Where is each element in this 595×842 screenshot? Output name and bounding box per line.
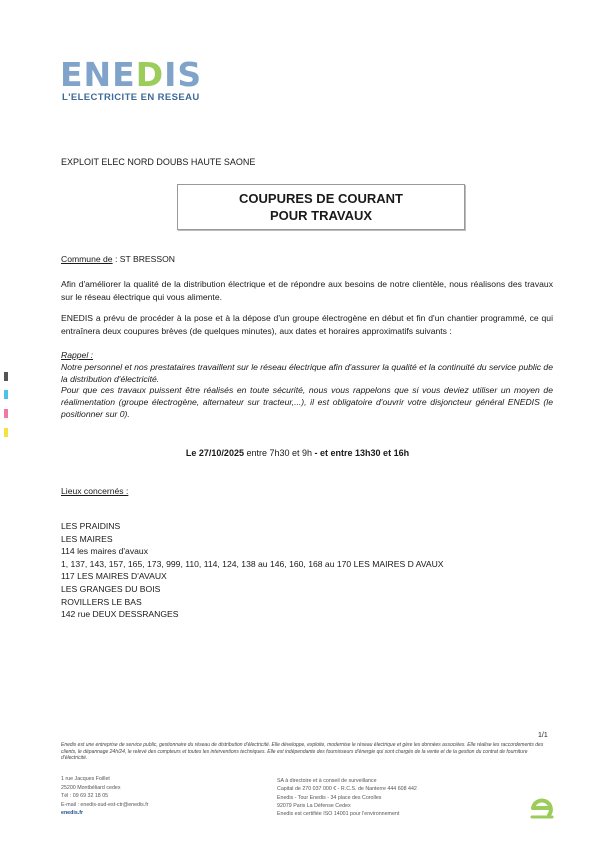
location-item: LES GRANGES DU BOIS: [61, 583, 161, 594]
commune-line: [61, 254, 175, 264]
location-item: 114 les maires d'avaux: [61, 546, 148, 557]
location-item: LES MAIRES: [61, 533, 113, 544]
footer-address-line: 1 rue Jacques Foillet: [61, 776, 110, 782]
footer-address-line: 25200 Montbéliard cedex: [61, 784, 121, 791]
print-mark-cyan: [4, 390, 8, 399]
reminder-block: [61, 350, 553, 421]
footer-address-line: E-mail : enedis-sud-est-ctr@enedis.fr: [61, 801, 149, 808]
procedure-paragraph: ENEDIS a prévu de procéder à la pose et à la dépose d'un groupe électrogène en début et fin d'un chantier programmé, ce qui entraînera deux coupures brèves (de quelques minutes), aux dates et horaires approximatifs suivants :: [61, 313, 553, 336]
footer-address-line: Tél : 09 69 32 18 05: [61, 793, 109, 799]
locations-title: Lieux concernés :: [61, 486, 129, 496]
footer-company-line: Enedis est certifiée ISO 14001 pour l'environnement: [277, 811, 400, 818]
reminder-line-2: Pour que ces travaux puissent être réalisés en toute sécurité, nous vous rappelons que si vous deviez utiliser un moyen de réalimentation (groupe électrogène, alternateur sur tracteur,...), il est obligatoire d'ouvrir votre disjoncteur général ENEDIS (le positionner sur 0).: [61, 385, 553, 419]
reminder-line-1: Notre personnel et nos prestataires travaillent sur le réseau électrique afin d'assurer la qualité et la continuité du service public de la distribution d'électricité.: [61, 361, 553, 384]
enedis-footer-logo-icon: [527, 793, 557, 823]
footer-website-link[interactable]: enedis.fr: [61, 810, 84, 816]
print-mark-black: [4, 372, 8, 381]
locations-list: [61, 520, 444, 621]
logo-tagline: L'ELECTRICITE EN RESEAU: [62, 92, 200, 103]
footer-company-line: SA à directoire et à conseil de surveillance: [277, 778, 377, 784]
footer-company-line: Enedis - Tour Enedis - 34 place des Corolles: [277, 794, 382, 801]
footer-company-line: Capital de 270 037 000 € - R.C.S. de Nanterre 444 608 442: [277, 786, 417, 793]
page-number: 1/1: [538, 732, 548, 739]
location-item: 142 rue DEUX DESSRANGES: [61, 609, 179, 620]
intro-paragraph: Afin d'améliorer la qualité de la distribution électrique et de répondre aux besoins de notre clientèle, nous réalisons des travaux sur le réseau électrique qui vous alimente.: [61, 279, 553, 302]
enedis-logo: ENEDIS: [60, 55, 203, 94]
exploit-header: EXPLOIT ELEC NORD DOUBS HAUTE SAONE: [61, 157, 256, 167]
print-mark-yellow: [4, 428, 8, 437]
reminder-label: Rappel :: [61, 350, 94, 360]
commune-value: : ST BRESSON: [114, 254, 175, 264]
title-line-1: COUPURES DE COURANT: [239, 191, 403, 206]
print-mark-magenta: [4, 409, 8, 418]
location-item: LES PRAIDINS: [61, 521, 121, 531]
commune-label: Commune de: [61, 254, 113, 264]
footer-company-line: 92079 Paris La Défense Cedex: [277, 802, 351, 809]
footer-address: [61, 775, 149, 818]
title-line-2: POUR TRAVAUX: [269, 208, 373, 223]
location-item: 1, 137, 143, 157, 165, 173, 999, 110, 114, 124, 138 au 146, 160, 168 au 170 LES MAIRES D AVAUX: [61, 558, 444, 569]
outage-date: Le 27/10/2025 entre 7h30 et 9h - et entre 13h30 et 16h: [185, 448, 410, 458]
location-item: 117 LES MAIRES D'AVAUX: [61, 571, 167, 582]
notice-title-box: [177, 184, 465, 230]
footer-company-info: [277, 777, 417, 818]
location-item: ROVILLERS LE BAS: [61, 596, 142, 607]
footer-legal-notice: Enedis est une entreprise de service public, gestionnaire du réseau de distribution d'électricité. Elle développe, exploite, modernise le réseau électrique et gère les données associées. Elle réalise les raccordements des clients, le dépannage 24h/24, le relevé des compteurs et toutes les interventions techniques. Elle est indépendante des fournisseurs d'énergie qui sont chargés de la vente et de la gestion du contrat de fourniture d'électricité.: [61, 742, 544, 761]
